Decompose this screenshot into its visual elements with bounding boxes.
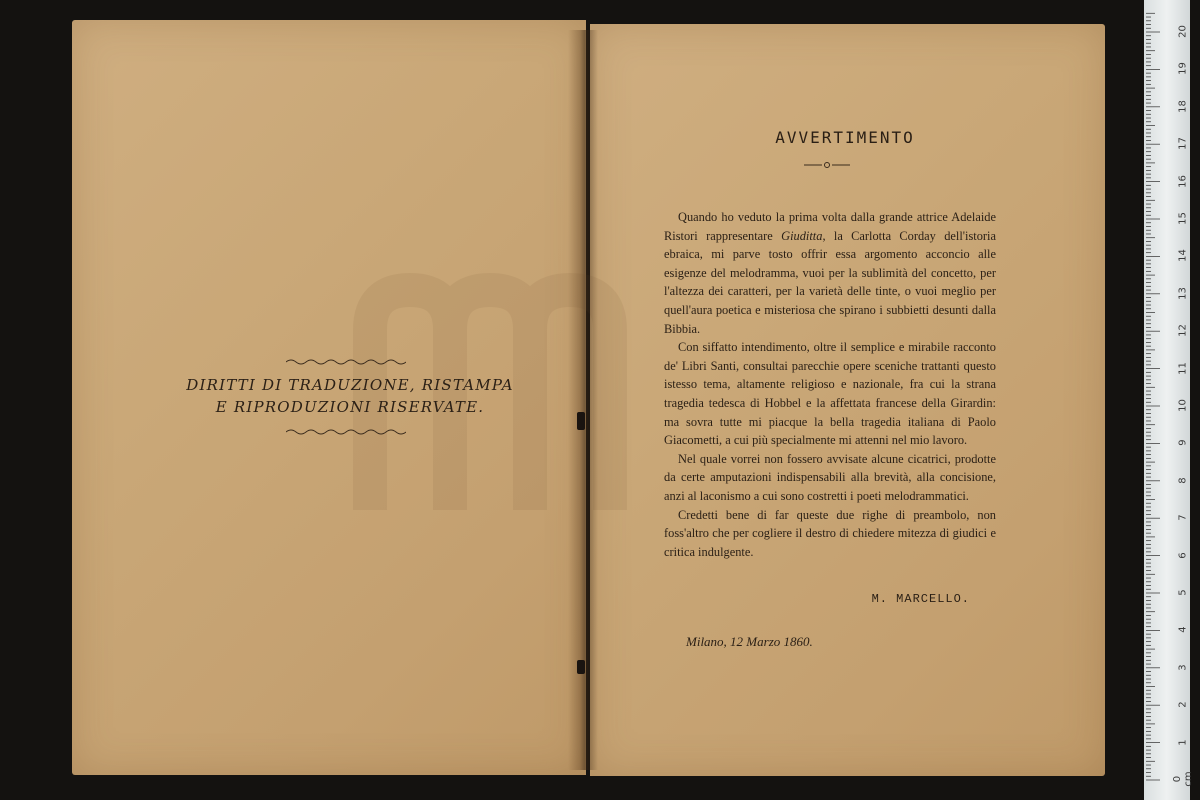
dateline: Milano, 12 Marzo 1860. xyxy=(686,634,813,649)
ornamental-rule-bottom xyxy=(286,428,406,436)
binding-stitch xyxy=(577,412,585,430)
rights-line-1: DIRITTI DI TRADUZIONE, RISTAMPA xyxy=(186,376,514,394)
ruler-cm-label: 13 xyxy=(1177,286,1189,300)
ruler-cm-label: 10 xyxy=(1177,399,1189,412)
ruler-cm-label: 6 xyxy=(1177,551,1189,559)
book-gutter xyxy=(568,30,598,770)
paragraph: Credetti bene di far queste due righe di preambolo, non foss'altro che per cogliere il destro di chiedere mitezza di giudici e critica indulgente. xyxy=(664,507,996,559)
binding-stitch xyxy=(577,660,585,674)
ruler-cm-label: 14 xyxy=(1177,249,1189,263)
page-title: AVVERTIMENTO xyxy=(775,128,915,147)
ruler-cm-label: 2 xyxy=(1177,701,1189,708)
ruler-cm-label: 7 xyxy=(1177,514,1189,521)
ruler-cm-label: 11 xyxy=(1177,361,1189,375)
ruler-cm-label: 20 xyxy=(1177,25,1189,38)
rights-line-2: E RIPRODUZIONI RISERVATE. xyxy=(215,398,485,416)
title-ornament xyxy=(804,160,850,170)
ruler-cm-label: 18 xyxy=(1177,99,1189,113)
foreword-text xyxy=(664,208,996,561)
ruler-cm-label: 17 xyxy=(1177,137,1189,151)
ruler-cm-label: 15 xyxy=(1177,212,1189,225)
ruler-unit-label: 0 cm xyxy=(1172,771,1194,787)
ruler-cm-label: 12 xyxy=(1177,324,1189,338)
ruler-cm-label: 9 xyxy=(1177,439,1189,447)
paragraph: Nel quale vorrei non fossero avvisate alcune cicatrici, prodotte da certe amputazioni indispensabili alla brevità, alla concisione, anzi al laconismo a cui sono costretti i poeti melodrammatici. xyxy=(664,451,996,503)
ruler-cm-label: 19 xyxy=(1177,62,1189,76)
ruler-cm-label: 4 xyxy=(1177,626,1189,634)
ruler-cm-label: 16 xyxy=(1177,174,1189,188)
rights-reserved-notice xyxy=(130,374,570,418)
ruler-cm-label: 1 xyxy=(1177,738,1189,746)
ornamental-rule-top xyxy=(286,358,406,366)
ruler-cm-label: 3 xyxy=(1177,664,1189,671)
paragraph: Quando ho veduto la prima volta dalla grande attrice Adelaide Ristori rappresentare Giuditta, la Carlotta Corday dell'istoria ebraica, mi parve tosto offrir essa argomento acconcio alle esigenze del melodramma, vuoi per la sublimità del concetto, per l'altezza dei caratteri, per la varietà delle tinte, o vuoi meglio per quell'aura poetica e misteriosa che spirano i subbietti desunti dalla Bibbia. xyxy=(664,210,996,336)
ruler-cm-label: 8 xyxy=(1177,477,1189,484)
ruler-cm-label: 5 xyxy=(1177,589,1189,596)
paragraph: Con siffatto intendimento, oltre il semplice e mirabile racconto de' Libri Santi, consultai parecchie opere sceniche trattanti questo istesso tema, altamente religioso e nazionale, fra cui la strana tragedia tedesca di Hobbel e la affettata francese della Girardin: ma sovra tutte mi piacque la bella tragedia italiana di Paolo Giacometti, a cui più specialmente mi attenni nel mio lavoro. xyxy=(664,340,996,448)
author-signature: M. MARCELLO. xyxy=(871,592,970,606)
